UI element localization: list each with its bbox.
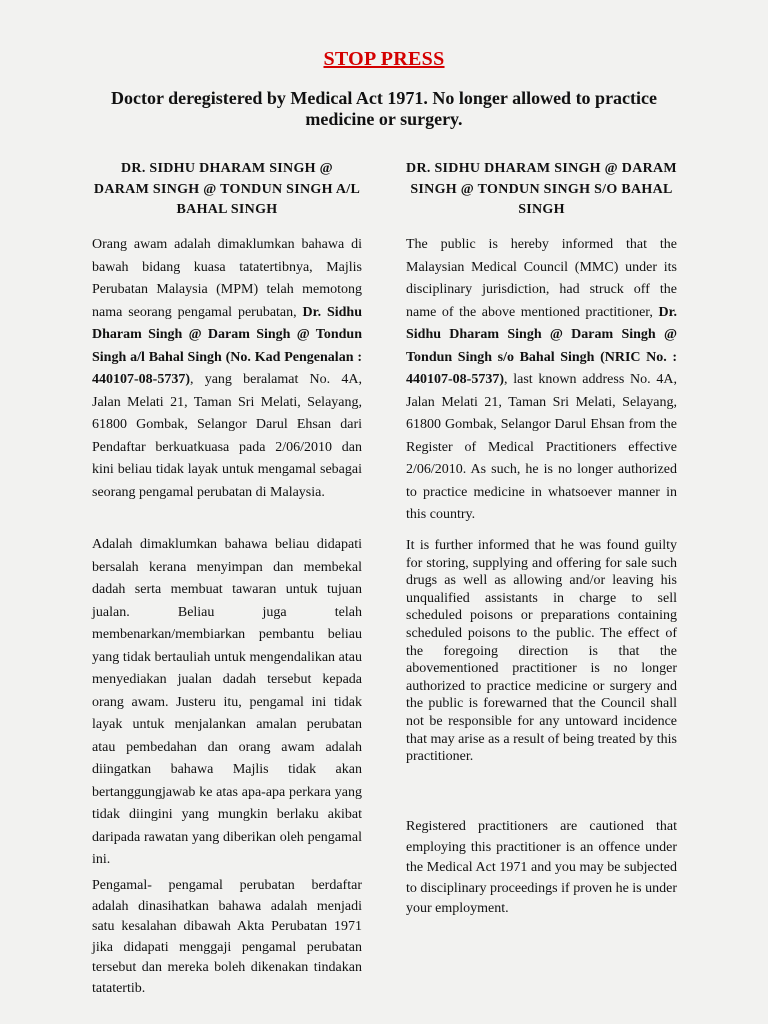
english-paragraph-2: It is further informed that he was found guilty for storing, supplying and offering for sale such drugs as well as allowing and/or leaving his unqualified assistants in charge to sell scheduled poisons or preparations containing scheduled poisons to the public. The effect of the foregoing direction is that the abovementioned practitioner is no longer authorized to practice medicine or surgery and the public is forewarned that the Council shall not be responsible for any untoward incidence that may arise as a result of being treated by this practitioner.	[406, 538, 677, 765]
english-p1-bold-name: Dr. Sidhu Dharam Singh @ Daram Singh @ Tondun Singh s/o Bahal Singh (NRIC No. : 440107-08-5737)	[406, 304, 677, 387]
malay-column	[92, 159, 362, 996]
english-paragraph-1	[406, 234, 677, 527]
malay-p1-bold-name: Dr. Sidhu Dharam Singh @ Daram Singh @ Tondun Singh a/l Bahal Singh (No. Kad Pengenalan : 440107-08-5737)	[92, 304, 362, 387]
english-p1-text-c: , last known address No. 4A, Jalan Melati 21, Taman Sri Melati, Selayang, 61800 Gombak, Selangor Darul Ehsan from the Register of Medical Practitioners effective 2/06/2010. As such, he is no longer authorized to practice medicine in whatsoever manner in this country.	[406, 372, 677, 522]
malay-p1-text-c: , yang beralamat No. 4A, Jalan Melati 21, Taman Sri Melati, Selayang, 61800 Gombak, Selangor Darul Ehsan dari Pendaftar berkuatkuasa pada 2/06/2010 dan kini beliau tidak layak untuk mengamal sebagai seorang pengamal perubatan di Malaysia.	[92, 372, 362, 500]
english-paragraph-3: Registered practitioners are cautioned that employing this practitioner is an offence under the Medical Act 1971 and you may be subjected to disciplinary proceedings if proven he is under your employment.	[406, 819, 677, 916]
malay-paragraph-3: Pengamal- pengamal perubatan berdaftar adalah dinasihatkan bahawa adalah menjadi satu kesalahan dibawah Akta Perubatan 1971 jika didapati menggaji pengamal perubatan tersebut dan mereka boleh dikenakan tindakan tatatertib.	[92, 878, 362, 996]
malay-name-heading: DR. SIDHU DHARAM SINGH @ DARAM SINGH @ TONDUN SINGH A/L BAHAL SINGH	[93, 161, 361, 217]
malay-paragraph-2: Adalah dimaklumkan bahawa beliau didapati bersalah kerana menyimpan dan membekal dadah serta membuat tawaran untuk tujuan jualan. Beliau juga telah membenarkan/membiarkan pembantu beliau yang tidak bertauliah untuk mengendalikan atau menyediakan jualan dadah tersebut kepada orang awam. Justeru itu, pengamal ini tidak layak untuk menjalankan amalan perubatan atau pembedahan dan orang awam adalah diingatkan bahawa Majlis tidak akan bertanggungjawab ke atas apa-apa perkara yang tidak diingini yang mungkin berlaku akibat daripada rawatan yang diberikan oleh pengamal ini.	[92, 537, 362, 867]
stop-press-title: STOP PRESS	[323, 48, 445, 70]
english-p1-text-a: The public is hereby informed that the Malaysian Medical Council (MMC) under its disciplinary jurisdiction, had struck off the name of the above mentioned practitioner,	[406, 237, 677, 320]
english-column	[406, 159, 677, 916]
malay-p1-text-a: Orang awam adalah dimaklumkan bahawa di bawah bidang kuasa tatatertibnya, Majlis Perubatan Malaysia (MPM) telah memotong nama seorang pengamal perubatan,	[92, 237, 362, 320]
headline: Doctor deregistered by Medical Act 1971. No longer allowed to practice medicine or surgery.	[110, 88, 658, 129]
malay-paragraph-1	[92, 234, 362, 504]
english-name-heading: DR. SIDHU DHARAM SINGH @ DARAM SINGH @ TONDUN SINGH S/O BAHAL SINGH	[406, 161, 677, 217]
